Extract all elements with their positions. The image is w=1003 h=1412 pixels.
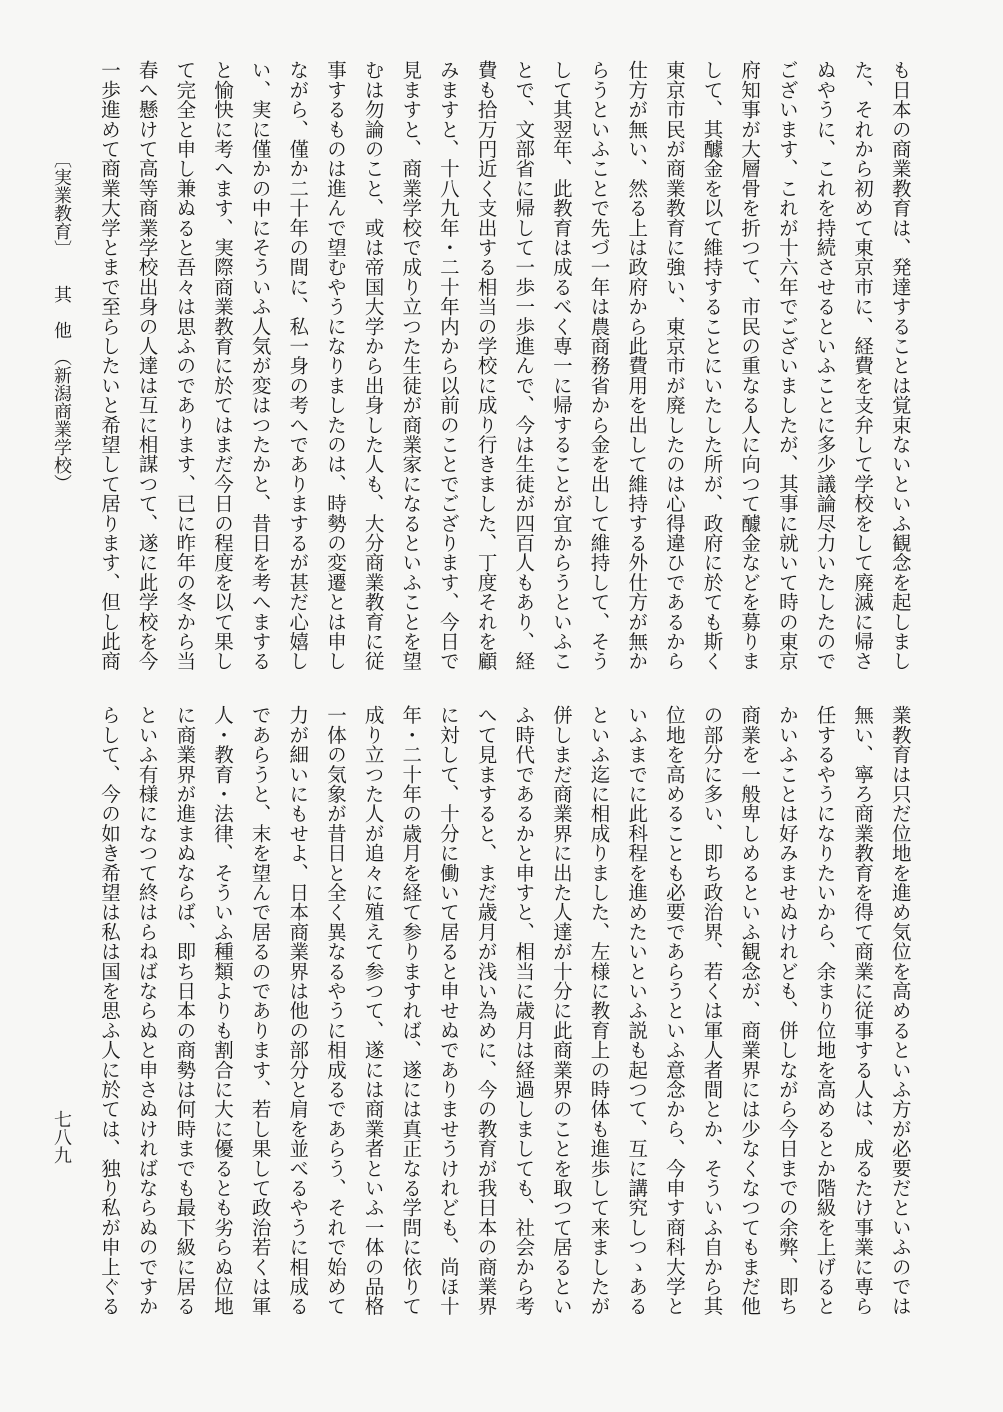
text-line: 人・教育・法律、そういふ種類よりも割合に大に優るとも劣らぬ位地 bbox=[210, 705, 234, 1316]
text-line: 併しまだ商業界に出た人達が十分に此商業界のことを取つて居るとい bbox=[549, 705, 573, 1316]
text-line: 仕方が無い、然る上は政府から此費用を出して維持する外仕方が無か bbox=[625, 60, 649, 671]
text-line: 年・二十年の歳月を経て参りますれば、遂には真正なる学問に依りて bbox=[399, 705, 423, 1316]
text-line: 春へ懸けて高等商業学校出身の人達は互に相謀つて、遂に此学校を今 bbox=[135, 60, 159, 671]
text-line: も日本の商業教育は、発達することは覚束ないといふ観念を起しまし bbox=[888, 60, 912, 671]
text-line: の部分に多い、即ち政治界、若くは軍人者間とか、そういふ自から其 bbox=[700, 705, 724, 1316]
text-line: 成り立つた人が追々に殖えて参つて、遂には商業者といふ一体の品格 bbox=[361, 705, 385, 1316]
text-line: に商業界が進まぬならば、即ち日本の商勢は何時までも最下級に居る bbox=[173, 705, 197, 1316]
text-line: といふ迄に相成りました、左様に教育上の時体も進歩して来ましたが bbox=[587, 705, 611, 1316]
text-line: ぬやうに、これを持続させるといふことに多少議論尽力いたしたので bbox=[813, 60, 837, 671]
text-line: いふまでに此科程を進めたいといふ説も起つて、互に講究しつゝある bbox=[625, 705, 649, 1316]
text-line: して其翌年、此教育は成るべく専一に帰することが宜からうといふこ bbox=[549, 60, 573, 671]
running-head: 〔実業教育〕 其 他 （新潟商業学校） bbox=[51, 150, 72, 492]
text-line: して、其醵金を以て維持することにいたした所が、政府に於ても斯く bbox=[700, 60, 724, 671]
text-line: とで、文部省に帰して一歩一歩進んで、今は生徒が四百人もあり、経 bbox=[512, 60, 536, 671]
text-line: 力が細いにもせよ、日本商業界は他の部分と肩を並べるやうに相成る bbox=[286, 705, 310, 1316]
text-line: ながら、僅か二十年の間に、私一身の考へでありまするが甚だ心嬉し bbox=[286, 60, 310, 671]
text-line: 任するやうになりたいから、余まり位地を高めるとか階級を上げると bbox=[813, 705, 837, 1316]
page-number: 七八九 bbox=[51, 1110, 72, 1164]
text-line: ございます、これが十六年でございましたが、其事に就いて時の東京 bbox=[775, 60, 799, 671]
text-line: に対して、十分に働いて居ると申せぬでありませうけれども、尚ほ十 bbox=[436, 705, 460, 1316]
text-line: 見ますと、商業学校で成り立つた生徒が商業家になるといふことを望 bbox=[399, 60, 423, 671]
text-line: 商業を一般卑しめるといふ観念が、商業界には少なくなつてもまだ他 bbox=[738, 705, 762, 1316]
text-line: といふ有様になつて終はらねばならぬと申さぬければならぬのですか bbox=[135, 705, 159, 1316]
text-line: らして、今の如き希望は私は国を思ふ人に於ては、独り私が申上ぐる bbox=[98, 705, 121, 1316]
text-line: ふ時代であるかと申すと、相当に歳月は経過しましても、社会から考 bbox=[512, 705, 536, 1316]
text-line: と愉快に考へます、実際商業教育に於てはまだ今日の程度を以て果し bbox=[210, 60, 234, 671]
text-line: い、実に僅かの中にそういふ人気が変はつたかと、昔日を考へまする bbox=[248, 60, 272, 671]
text-line: た、それから初めて東京市に、経費を支弁して学校をして廃滅に帰さ bbox=[851, 60, 875, 671]
text-line: て完全と申し兼ぬると吾々は思ふのであります、已に昨年の冬から当 bbox=[173, 60, 197, 671]
text-line: 府知事が大層骨を折つて、市民の重なる人に向つて醵金などを募りま bbox=[738, 60, 762, 671]
text-line: 無い、寧ろ商業教育を得て商業に従事する人は、成るたけ事業に専ら bbox=[851, 705, 875, 1316]
text-line: みますと、十八九年・二十年内から以前のことでござります、今日で bbox=[436, 60, 460, 671]
text-line: 東京市民が商業教育に強い、東京市が廃したのは心得違ひであるから bbox=[662, 60, 686, 671]
text-line: へて見ますると、まだ歳月が浅い為めに、今の教育が我日本の商業界 bbox=[474, 705, 498, 1316]
text-line: 業教育は只だ位地を進め気位を高めるといふ方が必要だといふのでは bbox=[888, 705, 912, 1316]
text-line: 事するものは進んで望むやうになりましたのは、時勢の変遷とは申し bbox=[323, 60, 347, 671]
text-line: 位地を高めることも必要であらうといふ意念から、今申す商科大学と bbox=[662, 705, 686, 1316]
bottom-text-block bbox=[96, 705, 914, 1320]
text-line: 一体の気象が昔日と全く異なるやうに相成るであらう、それで始めて bbox=[323, 705, 347, 1316]
text-line: 費も拾万円近く支出する相当の学校に成り行きました、丁度それを顧 bbox=[474, 60, 498, 671]
text-line: 一歩進めて商業大学とまで至らしたいと希望して居ります、但し此商 bbox=[98, 60, 121, 671]
top-text-block bbox=[96, 60, 914, 675]
text-line: かいふことは好みませぬけれども、併しながら今日までの余弊、即ち bbox=[775, 705, 799, 1316]
text-line: らうといふことで先づ一年は農商務省から金を出して維持して、そう bbox=[587, 60, 611, 671]
text-line: であらうと、末を望んで居るのであります、若し果して政治若くは軍 bbox=[248, 705, 272, 1316]
text-line: むは勿論のこと、或は帝国大学から出身した人も、大分商業教育に従 bbox=[361, 60, 385, 671]
